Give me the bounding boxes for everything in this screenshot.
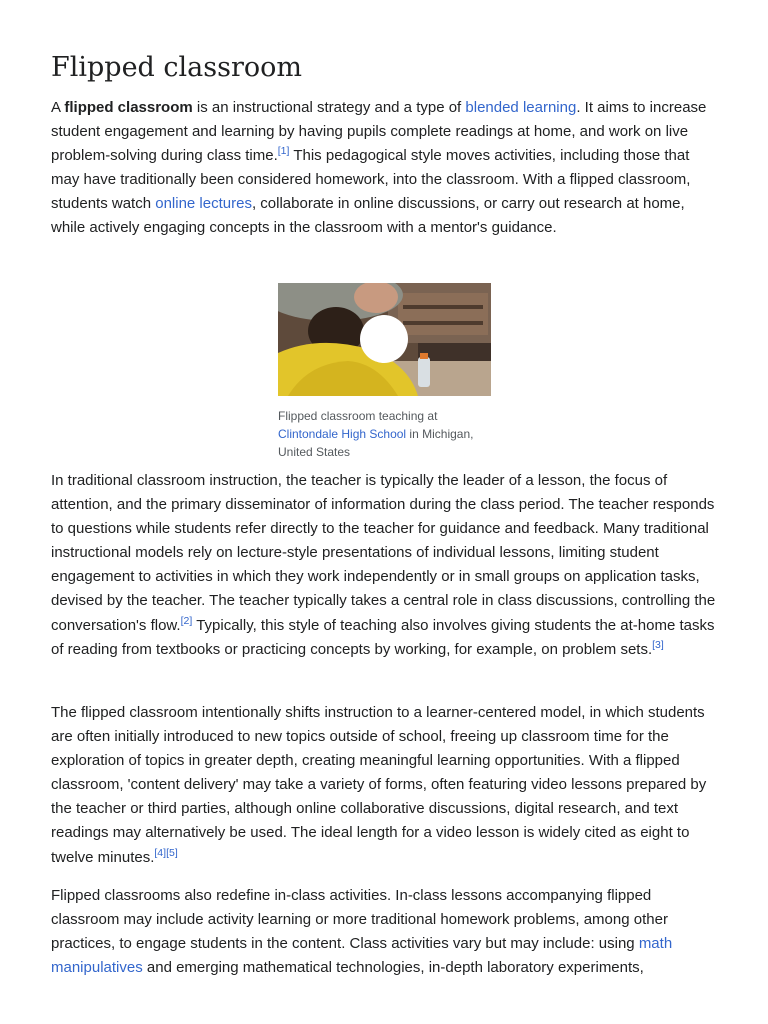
caption-text: Flipped classroom teaching at bbox=[278, 409, 438, 423]
citation-1-link[interactable]: [1] bbox=[277, 145, 290, 158]
blended-learning-link[interactable]: blended learning bbox=[465, 99, 577, 116]
text-run: . It aims to increase student engagement and learning by having pupils complete readings at home, and work on live problem-solving during class time. bbox=[51, 99, 707, 165]
citation-4-link[interactable]: [4] bbox=[154, 846, 167, 859]
text-run: Flipped classrooms also redefine in-class activities. In-class lessons accompanying flipped classroom may include activity learning or more traditional homework problems, among other practices, to engage students in the content. Class activities vary but may include: using bbox=[51, 887, 668, 953]
citation-5-link[interactable]: [5] bbox=[166, 846, 178, 859]
caption-text: in Michigan, United States bbox=[278, 427, 474, 459]
math-manipulatives-link[interactable]: math manipulatives bbox=[51, 935, 673, 977]
text-run: In traditional classroom instruction, the teacher is typically the leader of a lesson, the focus of attention, and the primary disseminator of information during the class period. The teacher responds to questions while students refer directly to the teacher for guidance and feedback. Many traditional instructional models rely on lecture-style presentations of individual lessons, limiting student engagement to activities in which they work independently or in small groups on application tasks, devised by the teacher. The teacher typically takes a central role in class discussions, controlling the conversation's flow. bbox=[51, 472, 716, 634]
text-run: A bbox=[51, 99, 65, 116]
text-run: The flipped classroom intentionally shifts instruction to a learner-centered model, in which students are often initially introduced to new topics outside of school, freeing up classroom time for the exploration of topics in greater depth, creating meaningful learning opportunities. With a flipped classroom, 'content delivery' may take a variety of forms, often featuring video lessons prepared by the teacher or third parties, although online collaborative discussions, digital research, and text readings may alternatively be used. The ideal length for a video lesson is widely cited as eight to twelve minutes. bbox=[51, 704, 707, 866]
text-run: This pedagogical style moves activities, including those that may have traditionally been considered homework, into the classroom. With a flipped classroom, students watch bbox=[51, 147, 691, 213]
photo-caption bbox=[278, 407, 493, 461]
page-title: Flipped classroom bbox=[51, 52, 303, 83]
citation-3-link[interactable]: [3] bbox=[652, 638, 664, 651]
learner-centered-paragraph bbox=[51, 701, 717, 870]
text-run: is an instructional strategy and a type of bbox=[192, 99, 466, 116]
bold-term: flipped classroom bbox=[64, 99, 193, 116]
classroom-photo-image bbox=[278, 283, 491, 396]
text-run: and emerging mathematical technologies, in-depth laboratory experiments, bbox=[142, 959, 644, 977]
classroom-photo[interactable] bbox=[278, 283, 491, 396]
in-class-activities-paragraph bbox=[51, 884, 717, 980]
online-lectures-link[interactable]: online lectures bbox=[155, 195, 252, 213]
text-run: Typically, this style of teaching also involves giving students the at-home tasks of reading from textbooks or practicing concepts by working, for example, on problem sets. bbox=[51, 616, 715, 658]
clintondale-high-school-link[interactable]: Clintondale High School bbox=[278, 427, 407, 441]
citation-2-link[interactable]: [2] bbox=[180, 614, 193, 627]
intro-paragraph bbox=[51, 96, 717, 241]
text-run: , collaborate in online discussions, or carry out research at home, while actively engaging concepts in the classroom with a mentor's guidance. bbox=[51, 195, 685, 237]
traditional-instruction-paragraph bbox=[51, 469, 717, 662]
